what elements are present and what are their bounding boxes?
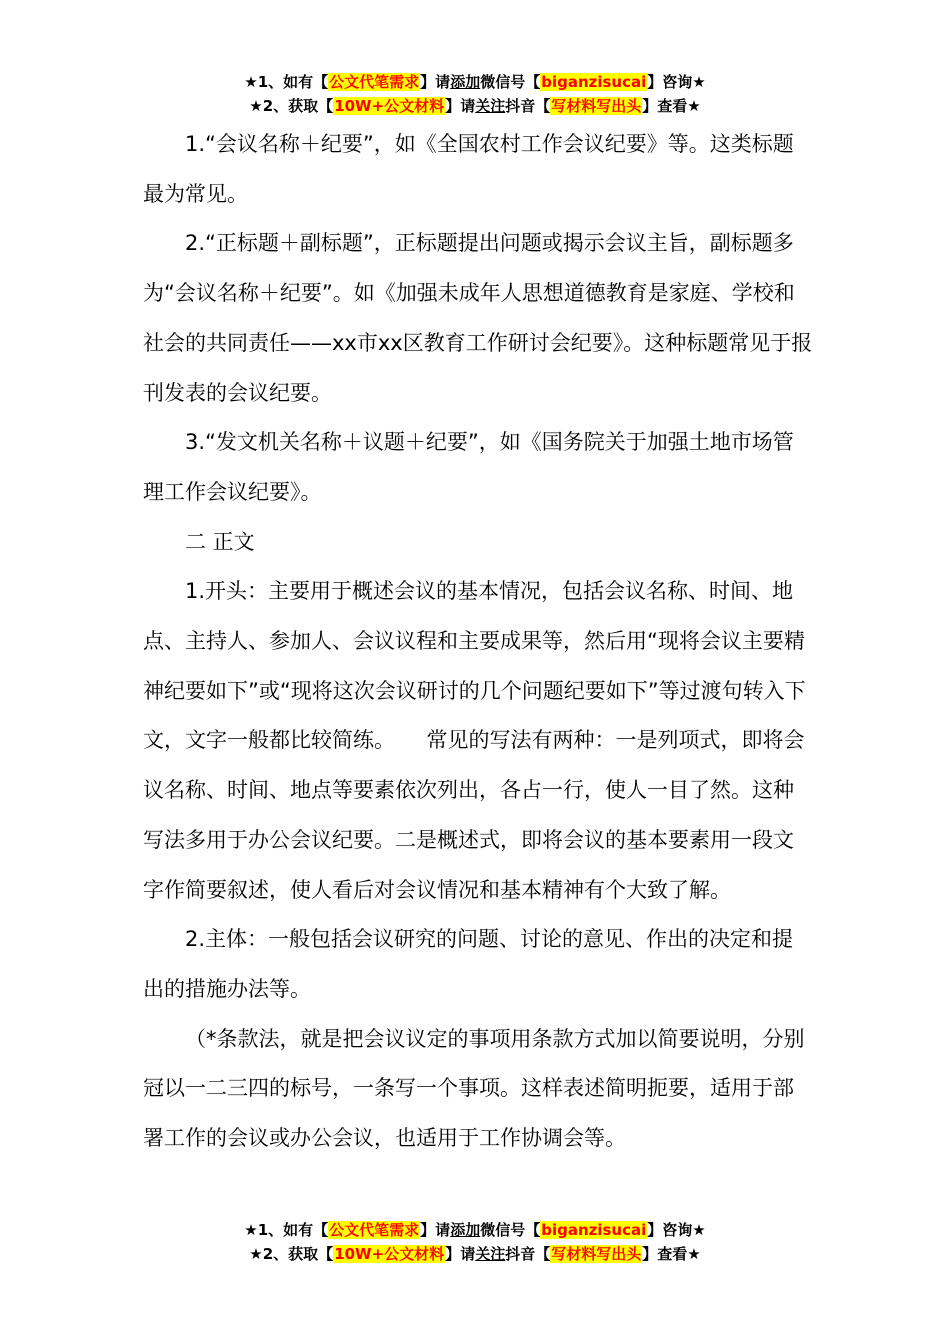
paragraph-title-type-3: 3.“发文机关名称＋议题＋纪要”，如《国务院关于加强土地市场管理工作会议纪要》。 [143,430,794,504]
banner-line-1: ★1、如有【公文代笔需求】请添加微信号【biganzisucai】咨询★ [244,73,706,91]
highlight-materials: 10W+公文材料 [334,1245,445,1263]
paragraph-title-type-1: 1.“会议名称＋纪要”，如《全国农村工作会议纪要》等。这类标题最为常见。 [143,132,794,206]
highlight-wechat-id: biganzisucai [541,1221,647,1239]
highlight-wechat-id: biganzisucai [541,73,647,91]
banner-line-2: ★2、获取【10W+公文材料】请关注抖音【写材料写出头】查看★ [249,97,701,115]
paragraph-main-body: 2.主体：一般包括会议研究的问题、讨论的意见、作出的决定和提出的措施办法等。 [143,927,794,1001]
underline-add: 添加 [450,1221,481,1239]
highlight-materials: 10W+公文材料 [334,97,445,115]
paragraph-title-type-2: 2.“正标题＋副标题”，正标题提出问题或揭示会议主旨，副标题多为“会议名称＋纪要”。如《加强未成年人思想道德教育是家庭、学校和社会的共同责任——xx市xx区教育工作研讨会纪要》。这种标题常见于报刊发表的会议纪要。 [143,231,813,405]
underline-follow: 关注 [475,1245,506,1263]
paragraph-clause-method: （*条款法，就是把会议议定的事项用条款方式加以简要说明，分别冠以一二三四的标号，一条写一个事项。这样表述简明扼要，适用于部署工作的会议或办公会议，也适用于工作协调会等。 [143,1026,805,1151]
footer-banner [0,1218,950,1266]
banner-line-2: ★2、获取【10W+公文材料】请关注抖音【写材料写出头】查看★ [249,1245,701,1263]
document-body [143,120,813,1164]
highlight-ghostwriting: 公文代笔需求 [329,73,420,91]
underline-follow: 关注 [475,97,506,115]
highlight-douyin-account: 写材料写出头 [551,1245,642,1263]
banner-line-1: ★1、如有【公文代笔需求】请添加微信号【biganzisucai】咨询★ [244,1221,706,1239]
underline-add: 添加 [450,73,481,91]
paragraph-opening: 1.开头：主要用于概述会议的基本情况，包括会议名称、时间、地点、主持人、参加人、会议议程和主要成果等，然后用“现将会议主要精神纪要如下”或“现将这次会议研讨的几个问题纪要如下”等过渡句转入下文，文字一般都比较简练。 常见的写法有两种：一是列项式，即将会议名称、时间、地点等要素依次列出，各占一行，使人一目了然。这种写法多用于办公会议纪要。二是概述式，即将会议的基本要素用一段文字作简要叙述，使人看后对会议情况和基本精神有个大致了解。 [143,579,806,902]
highlight-ghostwriting: 公文代笔需求 [329,1221,420,1239]
header-banner [0,70,950,118]
section-heading-body: 二 正文 [185,529,255,554]
highlight-douyin-account: 写材料写出头 [551,97,642,115]
